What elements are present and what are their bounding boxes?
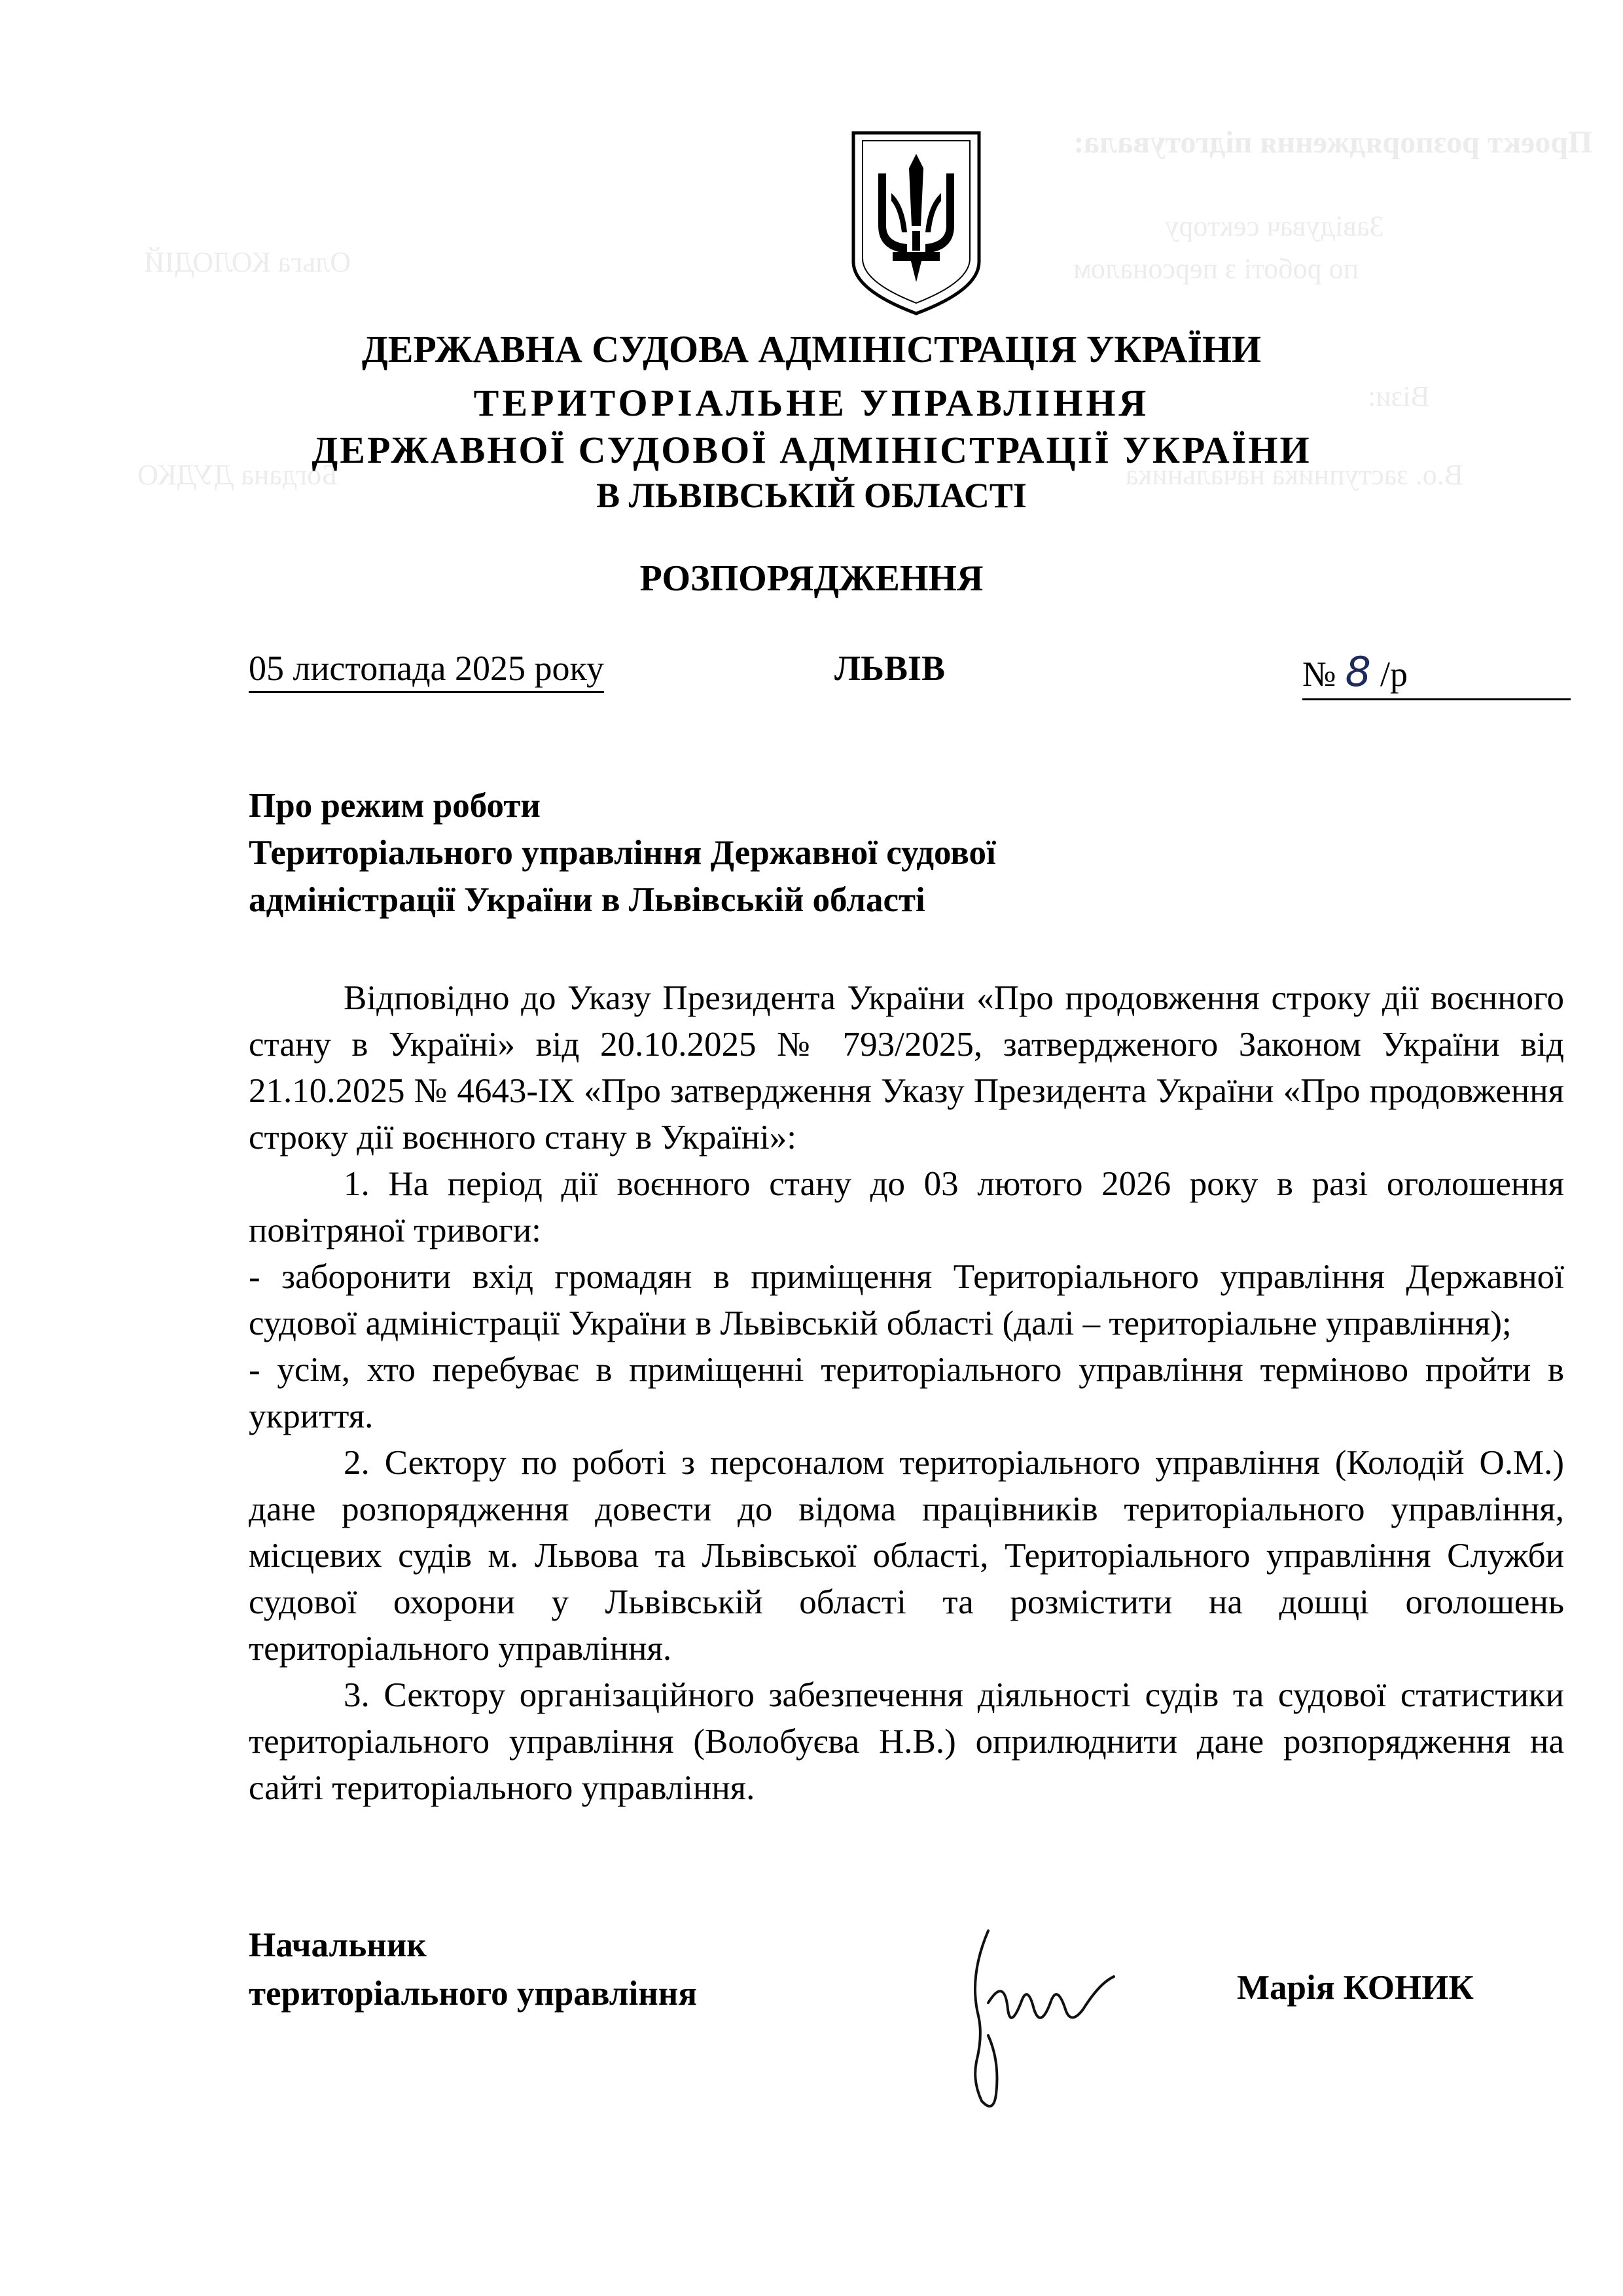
organization-name-line: ДЕРЖАВНОЇ СУДОВОЇ АДМІНІСТРАЦІЇ УКРАЇНИ xyxy=(312,429,1311,471)
bleed-through-line: Ольга КОЛОДІЙ xyxy=(144,246,351,278)
subject-line: адміністрації України в Львівській області xyxy=(249,881,925,919)
handwritten-signature xyxy=(942,1905,1139,2121)
body-item: 1. На період дії воєнного стану до 03 лютого 2026 року в разі оголошення повітряної тривоги: xyxy=(249,1165,1564,1249)
bleed-through-line: Візи: xyxy=(1368,380,1430,412)
document-body xyxy=(249,975,1564,1812)
signatory-name: Марія КОНИК xyxy=(1237,1969,1474,2007)
organization-name-line: В ЛЬВІВСЬКІЙ ОБЛАСТІ xyxy=(596,476,1027,515)
bleed-through-line: В.о. заступника начальника xyxy=(1126,459,1464,491)
number-prefix: № xyxy=(1302,655,1336,694)
body-item: 2. Сектору по роботі з персоналом територіального управління (Колодій О.М.) дане розпорядження довести до відома працівників територіального управління, місцевих судів м. Львова та Львівської області, Територіального управління Служби судової охорони у Львівській області та розмістити на дошці оголошень територіального управління. xyxy=(249,1444,1564,1668)
trident-coat-of-arms-icon xyxy=(844,128,988,317)
subject-line: Територіального управління Державної судової xyxy=(249,834,996,872)
body-subitem: - заборонити вхід громадян в приміщення Територіального управління Державної судової адміністрації України в Львівській області (далі – територіальне управління); xyxy=(249,1258,1564,1342)
number-suffix: /р xyxy=(1380,655,1408,694)
organization-name-line: ТЕРИТОРІАЛЬНЕ УПРАВЛІННЯ xyxy=(473,382,1150,424)
bleed-through-line: по роботі з персоналом xyxy=(1073,253,1359,285)
bleed-through-line: Богдана ДУДКО xyxy=(137,459,338,491)
document-subject xyxy=(249,782,996,924)
document-type-title: РОЗПОРЯДЖЕННЯ xyxy=(639,558,984,599)
organization-name-line: ДЕРЖАВНА СУДОВА АДМІНІСТРАЦІЯ УКРАЇНИ xyxy=(361,328,1262,370)
handwritten-number: 8 xyxy=(1345,648,1371,696)
position-line: Начальник xyxy=(249,1926,427,1964)
bleed-through-line: Завідувач сектору xyxy=(1165,210,1384,242)
subject-line: Про режим роботи xyxy=(249,787,541,825)
document-number xyxy=(1302,648,1571,700)
document-city: ЛЬВІВ xyxy=(834,649,945,688)
body-preamble: Відповідно до Указу Президента України «Про продовження строку дії воєнного стану в Україні» від 20.10.2025 № 793/2025, затвердженого Законом України від 21.10.2025 № 4643-IX «Про затвердження Указу Президента України «Про продовження строку дії воєнного стану в Україні»: xyxy=(249,979,1564,1157)
signatory-position xyxy=(249,1921,697,2018)
body-subitem: - усім, хто перебуває в приміщенні територіального управління терміново пройти в укриття. xyxy=(249,1351,1564,1435)
position-line: територіального управління xyxy=(249,1975,698,2013)
body-item: 3. Сектору організаційного забезпечення діяльності судів та судової статистики територіального управління (Волобуєва Н.В.) оприлюднити дане розпорядження на сайті територіального управління. xyxy=(249,1676,1564,1807)
bleed-through-line: Проект розпорядження підготувала: xyxy=(1073,125,1593,160)
document-date: 05 листопада 2025 року xyxy=(249,648,604,693)
